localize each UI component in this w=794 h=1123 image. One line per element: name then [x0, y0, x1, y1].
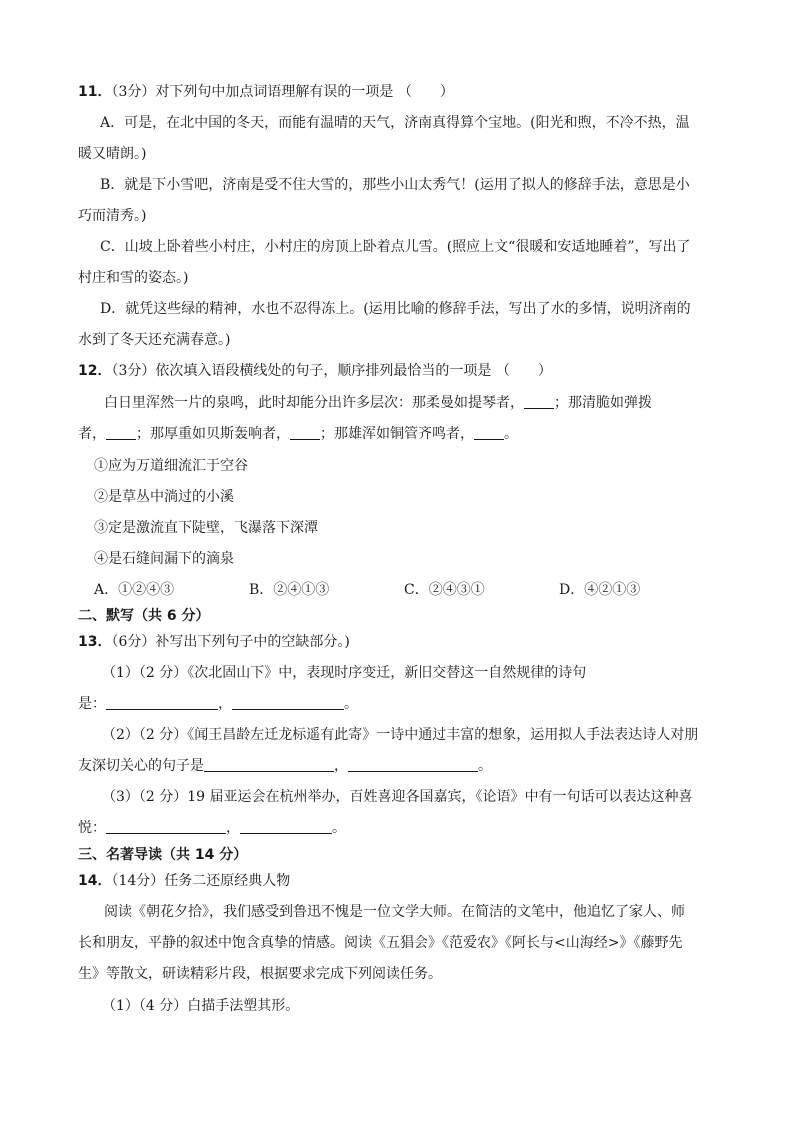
q14-sub1: （1）（4 分）白描手法塑其形。 [102, 998, 300, 1014]
q12-stem: （3分）依次填入语段横线处的句子，顺序排列最恰当的一项是 （ ） [111, 363, 552, 379]
q12-passage-part: ；那清脆如弹拨 [554, 395, 652, 411]
q13-sub1-line1: （1）（2 分）《次北固山下》中，表现时序变迁，新旧交替这一自然规律的诗句 [102, 665, 587, 681]
q12-options-row [94, 580, 694, 600]
q12-passage-part: ；那雄浑如铜管齐鸣者， [320, 426, 474, 442]
q12-sentence-1: ①应为万道细流汇于空谷 [94, 458, 248, 474]
q12-option-d[interactable]: D．④②①③ [559, 582, 641, 598]
q13-sub1-line2 [78, 694, 358, 714]
period: 。 [332, 820, 346, 836]
q11-option-c-line2: 村庄和雪的姿态。) [78, 270, 189, 286]
q13-sub3-line1: （3）（2 分）19 届亚运会在杭州举办，百姓喜迎各国嘉宾，《论语》中有一句话可以表达这种喜 [102, 789, 693, 805]
answer-blank[interactable] [348, 756, 478, 772]
q14-paragraph-line3: 生》等散文，研读精彩片段，根据要求完成下列阅读任务。 [78, 966, 442, 982]
q12-option-a[interactable]: A．①②④③ [94, 582, 175, 598]
q13-sub2-line2 [78, 756, 492, 776]
q14-paragraph-line1: 阅读《朝花夕拾》，我们感受到鲁迅不愧是一位文学大师。在简洁的文笔中，他追忆了家人、师 [104, 904, 685, 920]
q14-number: 14． [78, 873, 112, 889]
q12-sentence-2: ②是草丛中淌过的小溪 [94, 489, 234, 505]
answer-blank[interactable] [232, 694, 344, 710]
q14-stem-line [78, 871, 290, 891]
q12-stem-line [78, 361, 552, 381]
q12-passage-part: ；那厚重如贝斯轰响者， [136, 426, 290, 442]
period: 。 [344, 696, 358, 712]
section-heading-classics: 三、名著导读（共 14 分） [78, 847, 248, 863]
q14-stem: （14分）任务二还原经典人物 [111, 873, 291, 889]
q12-option-b[interactable]: B．②④①③ [249, 582, 330, 598]
answer-blank[interactable] [106, 424, 136, 440]
comma: ， [226, 820, 240, 836]
answer-blank[interactable] [290, 424, 320, 440]
section-heading-dictation: 二、默写（共 6 分） [78, 608, 210, 624]
q13-stem-line [78, 632, 350, 652]
q12-option-c[interactable]: C．②④③① [404, 582, 485, 598]
q12-passage-part: 者， [78, 426, 106, 442]
q11-option-b-line2: 巧而清秀。) [78, 208, 147, 224]
q13-sub2-prefix: 友深切关心的句子是 [78, 758, 204, 774]
q13-number: 13． [78, 634, 112, 650]
q12-passage-line2 [78, 424, 518, 444]
q11-option-a-line1: A．可是，在北中国的冬天，而能有温晴的天气，济南真得算个宝地。(阳光和煦，不冷不热，温 [100, 115, 690, 131]
q12-sentence-4: ④是石缝间漏下的滴泉 [94, 551, 234, 567]
q12-sentence-3: ③定是激流直下陡壁，飞瀑落下深潭 [94, 520, 318, 536]
answer-blank[interactable] [474, 424, 504, 440]
q11-option-d-line2: 水到了冬天还充满春意。) [78, 332, 231, 348]
answer-blank[interactable] [106, 818, 226, 834]
answer-blank[interactable] [524, 393, 554, 409]
q13-sub3-line2 [78, 818, 346, 838]
q11-option-c-line1: C．山坡上卧着些小村庄，小村庄的房顶上卧着点儿雪。(照应上文“很暖和安适地睡着”，写出了 [100, 239, 691, 255]
answer-blank[interactable] [240, 818, 332, 834]
q12-passage-part: 白日里浑然一片的泉鸣，此时却能分出许多层次：那柔曼如提琴者， [104, 395, 524, 411]
q11-stem: （3分）对下列句中加点词语理解有误的一项是 （ ） [111, 84, 454, 100]
comma: ， [334, 758, 348, 774]
q12-number: 12． [78, 363, 112, 379]
q13-sub1-prefix: 是： [78, 696, 106, 712]
q12-passage-line1 [104, 393, 652, 413]
q13-stem: （6分）补写出下列句子中的空缺部分。) [111, 634, 350, 650]
period: 。 [478, 758, 492, 774]
q14-paragraph-line2: 长和朋友，平静的叙述中饱含真挚的情感。阅读《五猖会》《范爱农》《阿长与<山海经>》《藤野先 [78, 935, 683, 951]
comma: ， [218, 696, 232, 712]
q13-sub3-prefix: 悦： [78, 820, 106, 836]
answer-blank[interactable] [106, 694, 218, 710]
q11-stem-line [78, 82, 454, 102]
q13-sub2-line1: （2）（2 分）《闻王昌龄左迁龙标遥有此寄》一诗中通过丰富的想象，运用拟人手法表达诗人对朋 [102, 727, 699, 743]
q12-passage-part: 。 [504, 426, 518, 442]
q11-option-d-line1: D．就凭这些绿的精神，水也不忍得冻上。(运用比喻的修辞手法，写出了水的多情，说明济南的 [100, 301, 691, 317]
q11-option-a-line2: 暖又晴朗。) [78, 146, 147, 162]
q11-option-b-line1: B．就是下小雪吧，济南是受不住大雪的，那些小山太秀气！(运用了拟人的修辞手法，意思是小 [100, 177, 690, 193]
q11-number: 11． [78, 84, 112, 100]
answer-blank[interactable] [204, 756, 334, 772]
